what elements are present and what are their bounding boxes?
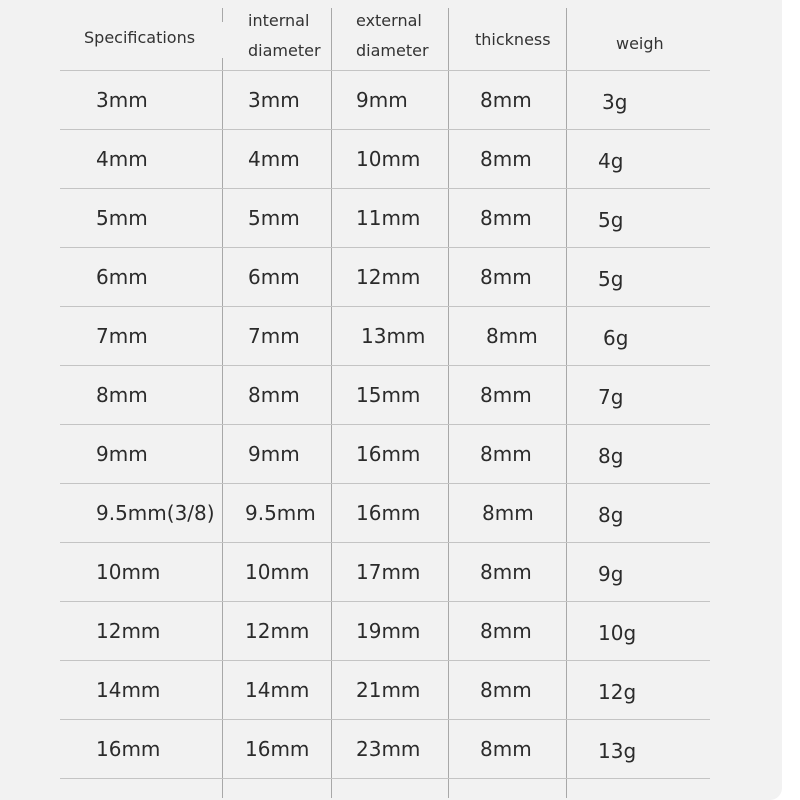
cell-internal-diameter: 12mm xyxy=(245,619,310,643)
cell-thickness: 8mm xyxy=(480,383,532,407)
row-separator xyxy=(60,424,710,425)
cell-weigh: 4g xyxy=(598,149,624,173)
cell-thickness: 8mm xyxy=(480,147,532,171)
cell-internal-diameter: 7mm xyxy=(248,324,300,348)
cell-weigh: 9g xyxy=(598,562,624,586)
header-internal-diameter-line2: diameter xyxy=(248,41,321,60)
cell-weigh: 10g xyxy=(598,621,637,645)
cell-internal-diameter: 9mm xyxy=(248,442,300,466)
row-separator xyxy=(60,188,710,189)
cell-thickness: 8mm xyxy=(480,206,532,230)
cell-weigh: 8g xyxy=(598,503,624,527)
cell-internal-diameter: 9.5mm xyxy=(245,501,316,525)
cell-external-diameter: 10mm xyxy=(356,147,421,171)
cell-internal-diameter: 6mm xyxy=(248,265,300,289)
cell-weigh: 5g xyxy=(598,267,624,291)
cell-weigh: 6g xyxy=(603,326,629,350)
header-external-diameter-line2: diameter xyxy=(356,41,429,60)
cell-external-diameter: 23mm xyxy=(356,737,421,761)
cell-specification: 8mm xyxy=(96,383,148,407)
cell-weigh: 13g xyxy=(598,739,637,763)
cell-external-diameter: 12mm xyxy=(356,265,421,289)
cell-external-diameter: 16mm xyxy=(356,501,421,525)
cell-thickness: 8mm xyxy=(482,501,534,525)
cell-external-diameter: 9mm xyxy=(356,88,408,112)
column-separator xyxy=(448,8,449,798)
cell-external-diameter: 13mm xyxy=(361,324,426,348)
row-separator xyxy=(60,483,710,484)
row-separator xyxy=(60,601,710,602)
row-separator xyxy=(60,247,710,248)
cell-internal-diameter: 16mm xyxy=(245,737,310,761)
cell-specification: 9mm xyxy=(96,442,148,466)
cell-weigh: 12g xyxy=(598,680,637,704)
row-separator xyxy=(60,129,710,130)
cell-specification: 14mm xyxy=(96,678,161,702)
cell-specification: 6mm xyxy=(96,265,148,289)
cell-internal-diameter: 14mm xyxy=(245,678,310,702)
row-separator xyxy=(60,306,710,307)
cell-internal-diameter: 10mm xyxy=(245,560,310,584)
header-internal-diameter-line1: internal xyxy=(248,11,310,30)
cell-thickness: 8mm xyxy=(480,619,532,643)
cell-external-diameter: 11mm xyxy=(356,206,421,230)
cell-specification: 5mm xyxy=(96,206,148,230)
cell-weigh: 7g xyxy=(598,385,624,409)
cell-thickness: 8mm xyxy=(480,560,532,584)
cell-external-diameter: 21mm xyxy=(356,678,421,702)
cell-specification: 3mm xyxy=(96,88,148,112)
row-separator xyxy=(60,365,710,366)
cell-weigh: 5g xyxy=(598,208,624,232)
cell-thickness: 8mm xyxy=(480,442,532,466)
header-thickness: thickness xyxy=(475,30,551,49)
row-separator xyxy=(60,778,710,779)
cell-specification: 12mm xyxy=(96,619,161,643)
cell-specification: 16mm xyxy=(96,737,161,761)
column-separator xyxy=(566,8,567,798)
cell-weigh: 3g xyxy=(602,90,628,114)
cell-internal-diameter: 8mm xyxy=(248,383,300,407)
column-separator xyxy=(222,58,223,798)
cell-external-diameter: 17mm xyxy=(356,560,421,584)
cell-external-diameter: 15mm xyxy=(356,383,421,407)
row-separator xyxy=(60,542,710,543)
cell-thickness: 8mm xyxy=(486,324,538,348)
cell-internal-diameter: 5mm xyxy=(248,206,300,230)
cell-thickness: 8mm xyxy=(480,678,532,702)
header-weigh: weigh xyxy=(616,34,664,53)
cell-external-diameter: 19mm xyxy=(356,619,421,643)
cell-specification: 7mm xyxy=(96,324,148,348)
cell-thickness: 8mm xyxy=(480,88,532,112)
column-separator xyxy=(222,8,223,22)
cell-external-diameter: 16mm xyxy=(356,442,421,466)
row-separator xyxy=(60,719,710,720)
cell-specification: 4mm xyxy=(96,147,148,171)
header-specifications: Specifications xyxy=(84,28,196,47)
row-separator xyxy=(60,70,710,71)
column-separator xyxy=(331,8,332,798)
cell-internal-diameter: 3mm xyxy=(248,88,300,112)
cell-specification: 9.5mm(3/8) xyxy=(96,501,215,525)
header-external-diameter-line1: external xyxy=(356,11,422,30)
cell-thickness: 8mm xyxy=(480,737,532,761)
cell-thickness: 8mm xyxy=(480,265,532,289)
cell-weigh: 8g xyxy=(598,444,624,468)
cell-specification: 10mm xyxy=(96,560,161,584)
cell-internal-diameter: 4mm xyxy=(248,147,300,171)
row-separator xyxy=(60,660,710,661)
